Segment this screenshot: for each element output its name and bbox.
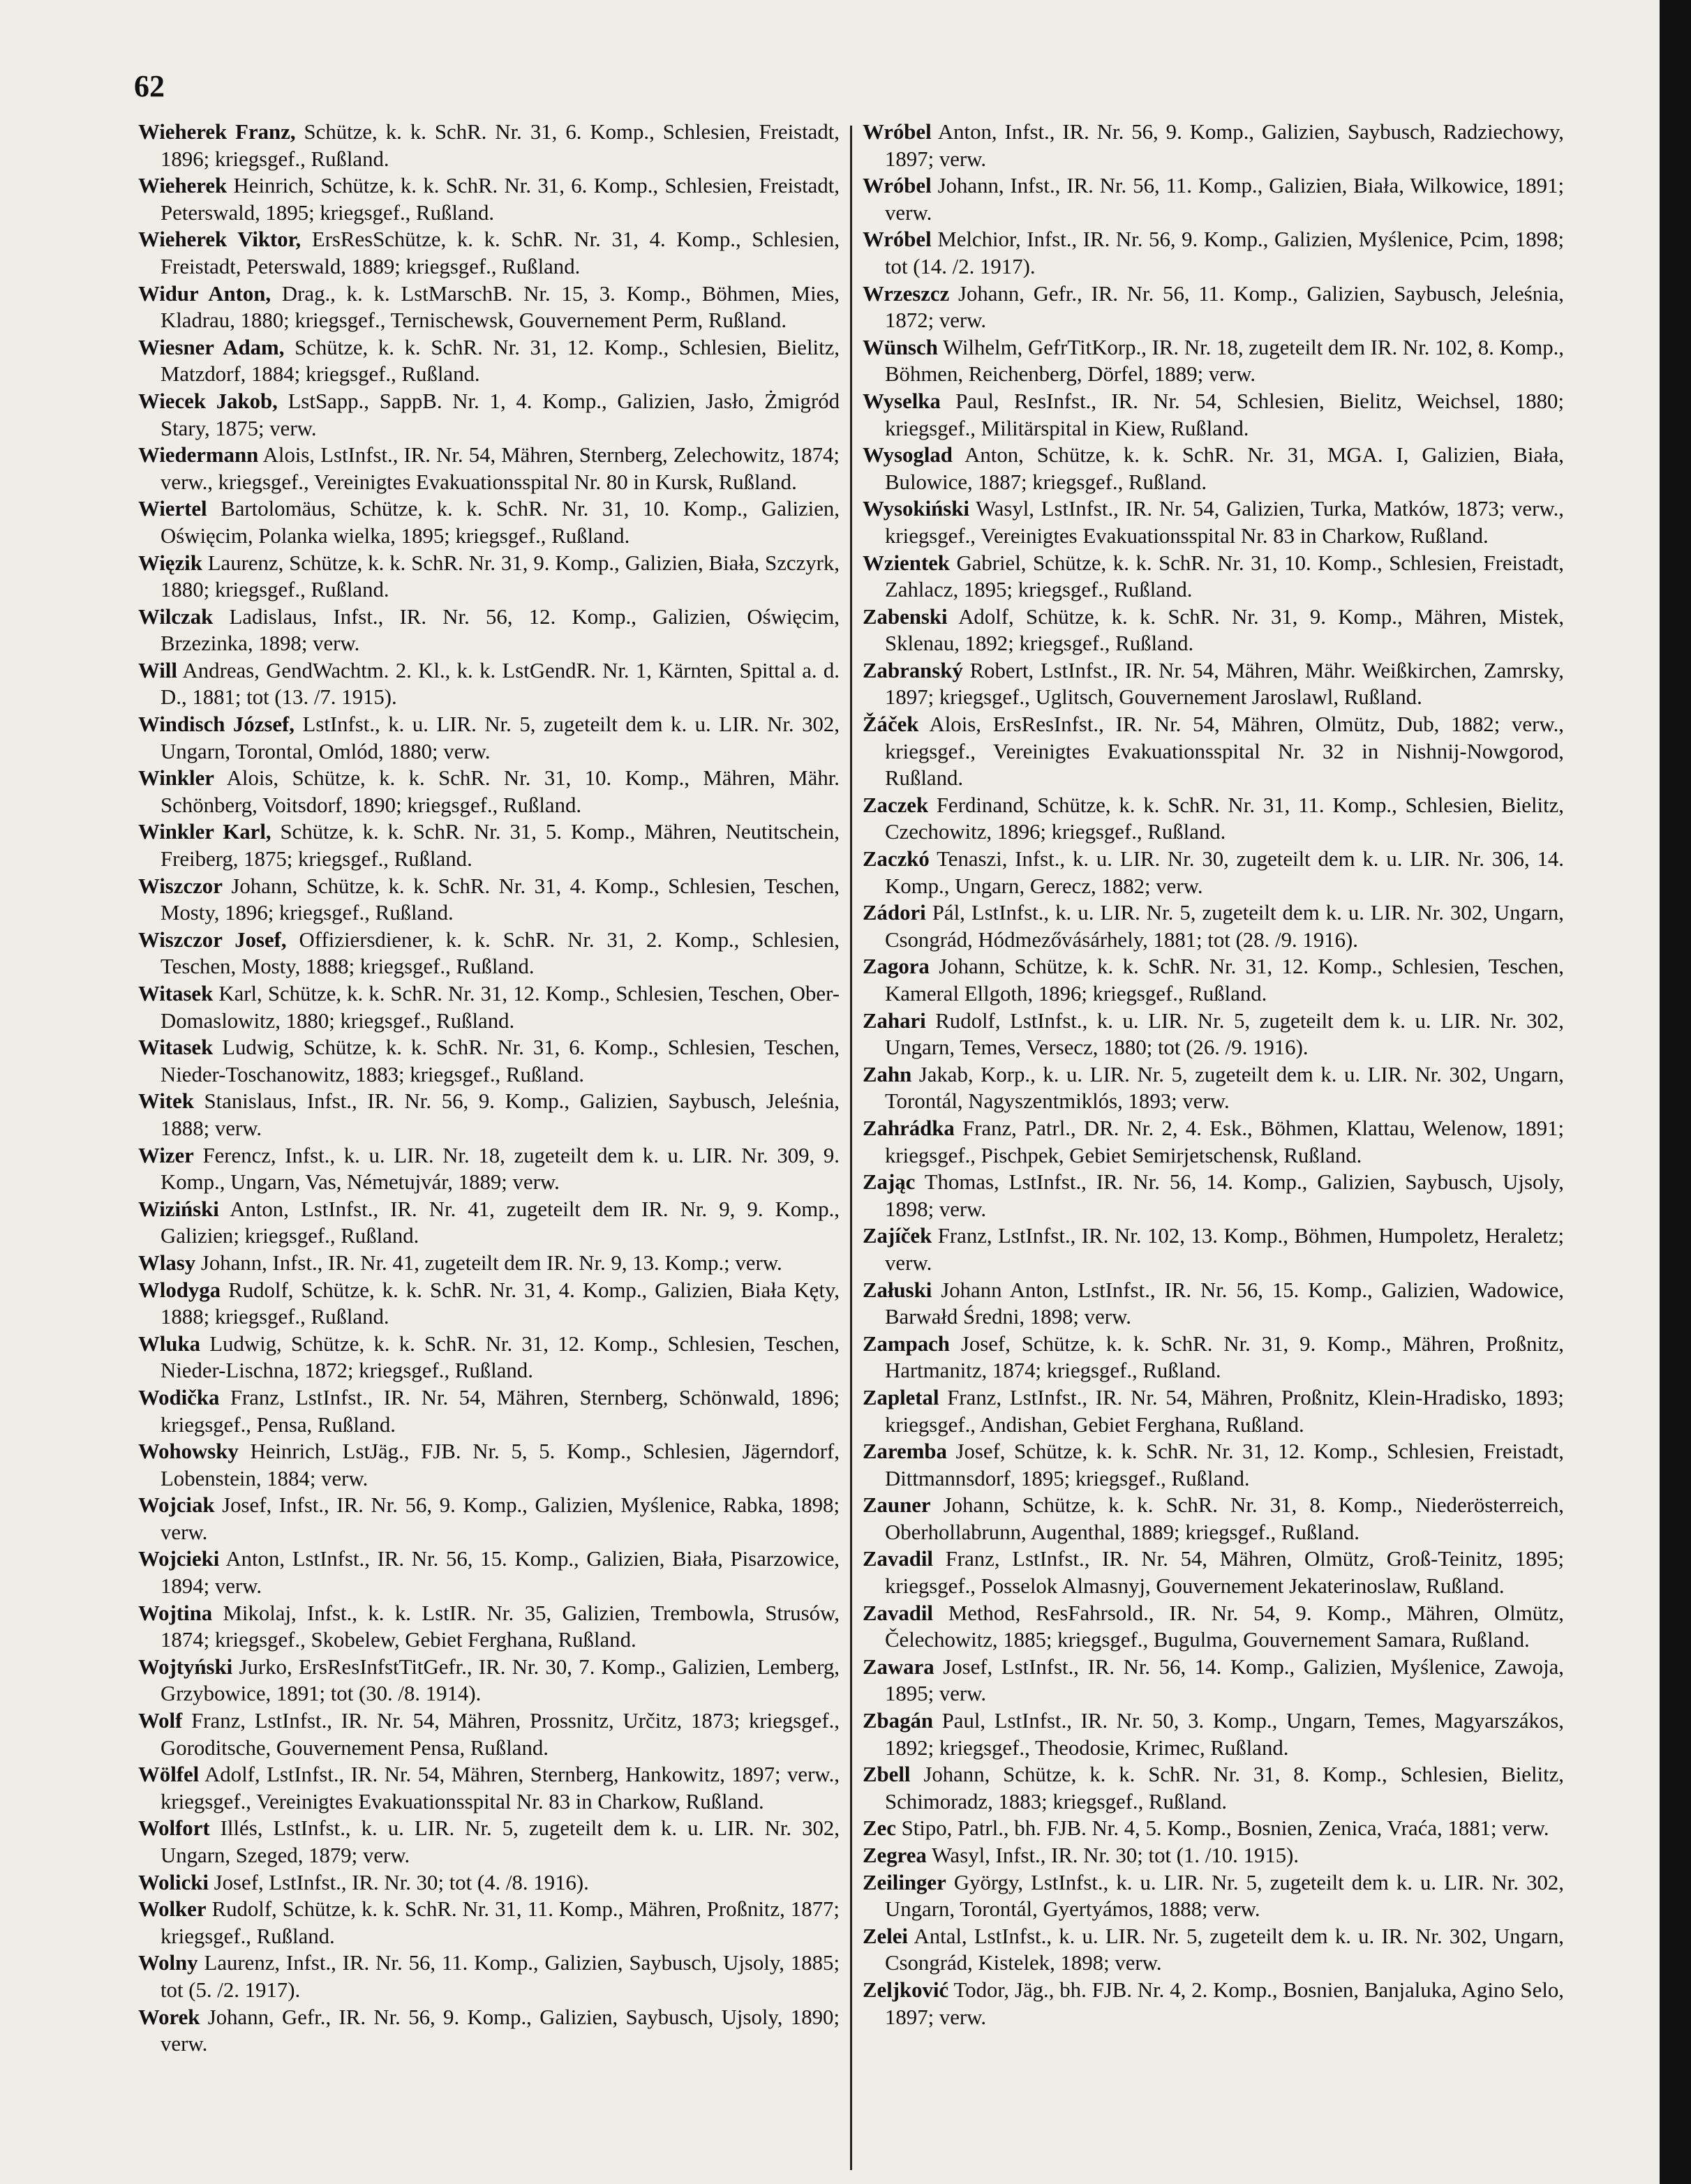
list-entry: [138, 604, 840, 657]
entry-name: Zabenski: [863, 604, 948, 629]
list-entry: [138, 765, 840, 818]
list-entry: [863, 899, 1564, 953]
entry-details: Anton, LstInfst., IR. Nr. 56, 15. Komp., Galizien, Biała, Pisarzowice, 1894; verw.: [161, 1547, 840, 1599]
list-entry: [138, 172, 840, 226]
list-entry: [863, 1654, 1564, 1707]
entry-details: ErsResSchütze, k. k. SchR. Nr. 31, 4. Komp., Schlesien, Freistadt, Peterswald, 1889; kriegsgef., Rußland.: [161, 227, 840, 278]
list-entry: [138, 980, 840, 1034]
entry-details: Franz, LstInfst., IR. Nr. 102, 13. Komp., Böhmen, Humpoletz, Heraletz; verw.: [885, 1224, 1565, 1275]
entry-name: Wilczak: [138, 604, 214, 629]
entry-name: Worek: [138, 2005, 200, 2029]
entry-details: Drag., k. k. LstMarschB. Nr. 15, 3. Komp., Böhmen, Mies, Kladrau, 1880; kriegsgef., Ternischewsk, Gouvernement Perm, Rußland.: [161, 281, 840, 333]
entry-name: Zajíček: [863, 1224, 932, 1248]
entry-name: Wyselka: [863, 389, 941, 413]
list-entry: [138, 1277, 840, 1331]
entry-name: Zawara: [863, 1654, 934, 1679]
entry-details: Wasyl, LstInfst., IR. Nr. 54, Galizien, Turka, Matków, 1873; verw., kriegsgef., Vereinigtes Evakuationsspital Nr. 83 in Charkow, Rußland.: [885, 497, 1564, 548]
entry-details: Franz, LstInfst., IR. Nr. 54, Mähren, Proßnitz, Klein-Hradisko, 1893; kriegsgef., Andishan, Gebiet Ferghana, Rußland.: [885, 1385, 1564, 1437]
entry-name: Witek: [138, 1089, 194, 1114]
right-column: [863, 119, 1564, 2030]
list-entry: [863, 442, 1564, 495]
entry-details: LstInfst., k. u. LIR. Nr. 5, zugeteilt dem k. u. LIR. Nr. 302, Ungarn, Torontal, Omlód, 1880; verw.: [161, 712, 840, 763]
list-entry: [863, 550, 1564, 604]
entry-name: Wizer: [138, 1143, 194, 1167]
entry-details: Alois, ErsResInfst., IR. Nr. 54, Mähren, Olmütz, Dub, 1882; verw., kriegsgef., Vereinigtes Evakuationsspital Nr. 32 in Nishnij-Nowgorod, Rußland.: [885, 712, 1564, 791]
entry-name: Wodička: [138, 1385, 220, 1409]
list-entry: [138, 226, 840, 280]
entry-name: Wróbel: [863, 227, 932, 252]
list-entry: [138, 1815, 840, 1869]
entry-details: Johann, Gefr., IR. Nr. 56, 11. Komp., Galizien, Saybusch, Jeleśnia, 1872; verw.: [885, 281, 1564, 333]
entry-name: Wojciak: [138, 1493, 215, 1518]
entry-name: Wiecek Jakob,: [138, 389, 278, 413]
entry-details: Robert, LstInfst., IR. Nr. 54, Mähren, Mähr. Weißkirchen, Zamrsky, 1897; kriegsgef., Uglitsch, Gouvernement Jaroslawl, Rußland.: [885, 658, 1565, 710]
entry-details: Ferdinand, Schütze, k. k. SchR. Nr. 31, 11. Komp., Schlesien, Bielitz, Czechowitz, 1896; kriegsgef., Rußland.: [885, 793, 1564, 844]
list-entry: [138, 442, 840, 495]
entry-details: Franz, Patrl., DR. Nr. 2, 4. Esk., Böhmen, Klattau, Welenow, 1891; kriegsgef., Pischpek, Gebiet Semirjetschensk, Rußland.: [885, 1116, 1565, 1167]
entry-details: Josef, Schütze, k. k. SchR. Nr. 31, 9. Komp., Mähren, Proßnitz, Hartmanitz, 1874; kriegsgef., Rußland.: [885, 1331, 1564, 1383]
entry-details: Ludwig, Schütze, k. k. SchR. Nr. 31, 12. Komp., Schlesien, Teschen, Nieder-Lischna, 1872; kriegsgef., Rußland.: [161, 1331, 840, 1383]
entry-details: Mikolaj, Infst., k. k. LstIR. Nr. 35, Galizien, Trembowla, Strusów, 1874; kriegsgef., Skobelew, Gebiet Ferghana, Rußland.: [161, 1601, 840, 1652]
entry-details: Jakab, Korp., k. u. LIR. Nr. 5, zugeteilt dem k. u. LIR. Nr. 302, Ungarn, Torontál, Nagyszentmiklós, 1893; verw.: [885, 1062, 1564, 1114]
entry-details: Pál, LstInfst., k. u. LIR. Nr. 5, zugeteilt dem k. u. LIR. Nr. 302, Ungarn, Csongrád, Hódmezővásárhely, 1881; tot (28. /9. 1916).: [885, 901, 1564, 952]
list-entry: [863, 226, 1564, 280]
list-entry: [138, 1896, 840, 1950]
entry-details: Josef, Schütze, k. k. SchR. Nr. 31, 12. Komp., Schlesien, Freistadt, Dittmannsdorf, 1895; kriegsgef., Rußland.: [885, 1439, 1565, 1490]
entry-name: Zec: [863, 1816, 896, 1841]
entry-details: Laurenz, Infst., IR. Nr. 56, 11. Komp., Galizien, Saybusch, Ujsoly, 1885; tot (5. /2. 1917).: [161, 1951, 840, 2002]
entry-name: Zając: [863, 1170, 916, 1195]
left-column: [138, 119, 840, 2058]
list-entry: [863, 1492, 1564, 1546]
list-entry: [863, 657, 1564, 711]
list-entry: [863, 1008, 1564, 1061]
entry-name: Wohowsky: [138, 1439, 239, 1464]
entry-name: Wieherek Viktor,: [138, 227, 301, 252]
entry-details: Josef, Infst., IR. Nr. 56, 9. Komp., Galizien, Myślenice, Rabka, 1898; verw.: [161, 1493, 840, 1544]
entry-name: Wrzeszcz: [863, 281, 950, 306]
list-entry: [138, 334, 840, 388]
scan-edge: [1660, 0, 1691, 2184]
entry-name: Wünsch: [863, 335, 938, 359]
entry-name: Zavadil: [863, 1601, 933, 1625]
entry-name: Zagora: [863, 955, 930, 979]
entry-name: Winkler Karl,: [138, 820, 271, 844]
list-entry: [863, 1384, 1564, 1438]
list-entry: [138, 2004, 840, 2058]
list-entry: [863, 334, 1564, 388]
list-entry: [138, 711, 840, 765]
entry-name: Zádori: [863, 901, 926, 925]
list-entry: [863, 1815, 1564, 1842]
entry-name: Zbell: [863, 1763, 911, 1787]
entry-name: Wiedermann: [138, 443, 259, 468]
entry-details: Wilhelm, GefrTitKorp., IR. Nr. 18, zugeteilt dem IR. Nr. 102, 8. Komp., Böhmen, Reichenberg, Dörfel, 1889; verw.: [885, 335, 1564, 387]
page-number: 62: [134, 69, 165, 103]
list-entry: [863, 792, 1564, 846]
entry-name: Winkler: [138, 766, 214, 791]
list-entry: [863, 172, 1564, 226]
list-entry: [863, 1222, 1564, 1276]
entry-details: Josef, LstInfst., IR. Nr. 56, 14. Komp., Galizien, Myślenice, Zawoja, 1895; verw.: [885, 1654, 1564, 1706]
entry-name: Wróbel: [863, 120, 932, 144]
list-entry: [138, 818, 840, 872]
entry-details: Johann Anton, LstInfst., IR. Nr. 56, 15. Komp., Galizien, Wadowice, Barwałd Średni, 1898; verw.: [885, 1278, 1564, 1329]
entry-details: György, LstInfst., k. u. LIR. Nr. 5, zugeteilt dem k. u. LIR. Nr. 302, Ungarn, Torontál, Gyertyámos, 1888; verw.: [885, 1870, 1564, 1922]
list-entry: [863, 1061, 1564, 1115]
entry-name: Wiszczor Josef,: [138, 927, 287, 952]
entry-details: Karl, Schütze, k. k. SchR. Nr. 31, 12. Komp., Schlesien, Teschen, Ober-Domaslowitz, 1880; kriegsgef., Rußland.: [161, 982, 840, 1033]
entry-name: Wiziński: [138, 1197, 219, 1221]
list-entry: [863, 1707, 1564, 1761]
entry-details: Tenaszi, Infst., k. u. LIR. Nr. 30, zugeteilt dem k. u. LIR. Nr. 306, 14. Komp., Ungarn, Gerecz, 1882; verw.: [885, 847, 1564, 898]
list-entry: [138, 1761, 840, 1815]
list-entry: [138, 1546, 840, 1599]
list-entry: [863, 1923, 1564, 1977]
entry-name: Widur Anton,: [138, 281, 271, 306]
list-entry: [138, 495, 840, 549]
entry-details: Heinrich, LstJäg., FJB. Nr. 5, 5. Komp., Schlesien, Jägerndorf, Lobenstein, 1884; verw.: [161, 1439, 840, 1490]
list-entry: [863, 388, 1564, 442]
entry-details: Johann, Schütze, k. k. SchR. Nr. 31, 12. Komp., Schlesien, Teschen, Kameral Ellgoth, 1896; kriegsgef., Rußland.: [885, 955, 1564, 1005]
entry-name: Zegrea: [863, 1843, 927, 1867]
entry-details: Offiziersdiener, k. k. SchR. Nr. 31, 2. Komp., Schlesien, Teschen, Mosty, 1888; kriegsgef., Rußland.: [161, 927, 840, 979]
list-entry: [863, 953, 1564, 1007]
entry-details: Schütze, k. k. SchR. Nr. 31, 5. Komp., Mähren, Neutitschein, Freiberg, 1875; kriegsgef., Rußland.: [161, 820, 840, 872]
entry-details: Paul, ResInfst., IR. Nr. 54, Schlesien, Bielitz, Weichsel, 1880; kriegsgef., Militärspital in Kiew, Rußland.: [885, 389, 1564, 440]
entry-details: Laurenz, Schütze, k. k. SchR. Nr. 31, 9. Komp., Galizien, Biała, Szczyrk, 1880; kriegsgef., Rußland.: [161, 551, 840, 602]
list-entry: [863, 1331, 1564, 1384]
entry-name: Wróbel: [863, 174, 932, 198]
list-entry: [863, 604, 1564, 657]
entry-details: Method, ResFahrsold., IR. Nr. 54, 9. Komp., Mähren, Olmütz, Čelechowitz, 1885; kriegsgef., Bugulma, Gouvernement Samara, Rußland.: [885, 1601, 1564, 1652]
entry-details: Johann, Schütze, k. k. SchR. Nr. 31, 8. Komp., Schlesien, Bielitz, Schimoradz, 1883; kriegsgef., Rußland.: [885, 1763, 1564, 1813]
list-entry: [138, 657, 840, 711]
entry-name: Wieherek Franz,: [138, 120, 296, 144]
entry-name: Witasek: [138, 982, 214, 1005]
entry-name: Wojtina: [138, 1601, 213, 1625]
entry-details: Paul, LstInfst., IR. Nr. 50, 3. Komp., Ungarn, Temes, Magyarszákos, 1892; kriegsgef., Theodosie, Krimec, Rußland.: [885, 1709, 1564, 1760]
list-entry: [138, 1869, 840, 1897]
entry-details: Johann, Infst., IR. Nr. 56, 11. Komp., Galizien, Biała, Wilkowice, 1891; verw.: [885, 174, 1564, 225]
list-entry: [138, 1034, 840, 1088]
entry-name: Wiszczor: [138, 874, 223, 898]
entry-name: Zampach: [863, 1331, 950, 1356]
entry-name: Wysoglad: [863, 443, 953, 468]
entry-name: Zavadil: [863, 1547, 933, 1571]
entry-name: Zeilinger: [863, 1870, 946, 1894]
entry-name: Wlasy: [138, 1250, 196, 1275]
list-entry: [863, 281, 1564, 334]
list-entry: [138, 1707, 840, 1761]
entry-name: Zahrádka: [863, 1116, 955, 1140]
entry-details: Adolf, Schütze, k. k. SchR. Nr. 31, 9. Komp., Mähren, Mistek, Sklenau, 1892; kriegsgef., Rußland.: [885, 604, 1565, 656]
list-entry: [863, 495, 1564, 549]
entry-name: Zeljković: [863, 1977, 949, 2002]
list-entry: [138, 1250, 840, 1277]
entry-name: Wölfel: [138, 1763, 200, 1787]
list-entry: [863, 1169, 1564, 1222]
list-entry: [863, 1438, 1564, 1492]
entry-details: Bartolomäus, Schütze, k. k. SchR. Nr. 31, 10. Komp., Galizien, Oświęcim, Polanka wielka, 1895; kriegsgef., Rußland.: [161, 497, 840, 548]
entry-details: Ferencz, Infst., k. u. LIR. Nr. 18, zugeteilt dem k. u. LIR. Nr. 309, 9. Komp., Ungarn, Vas, Németujvár, 1889; verw.: [161, 1143, 840, 1195]
list-entry: [138, 1654, 840, 1707]
entry-name: Zaczkó: [863, 847, 930, 872]
entry-details: LstSapp., SappB. Nr. 1, 4. Komp., Galizien, Jasło, Żmigród Stary, 1875; verw.: [161, 389, 840, 440]
list-entry: [138, 1331, 840, 1384]
entry-details: Alois, LstInfst., IR. Nr. 54, Mähren, Sternberg, Zelechowitz, 1874; verw., kriegsgef., Vereinigtes Evakuationsspital Nr. 80 in Kursk, Rußland.: [161, 443, 840, 494]
entry-details: Todor, Jäg., bh. FJB. Nr. 4, 2. Komp., Bosnien, Banjaluka, Agino Selo, 1897; verw.: [885, 1977, 1564, 2029]
entry-name: Wieherek: [138, 174, 228, 198]
list-entry: [138, 281, 840, 334]
entry-details: Franz, LstInfst., IR. Nr. 54, Mähren, Olmütz, Groß-Teinitz, 1895; kriegsgef., Posselok Almasnyj, Gouvernement Jekaterinoslaw, Rußland.: [885, 1547, 1565, 1599]
entry-name: Wiertel: [138, 497, 207, 521]
entry-details: Gabriel, Schütze, k. k. SchR. Nr. 31, 10. Komp., Schlesien, Freistadt, Zahlacz, 1895; kriegsgef., Rußland.: [885, 551, 1564, 602]
list-entry: [863, 1277, 1564, 1331]
entry-name: Załuski: [863, 1278, 932, 1302]
entry-name: Zbagán: [863, 1709, 933, 1733]
list-entry: [138, 550, 840, 604]
list-entry: [863, 1977, 1564, 2030]
entry-name: Zahn: [863, 1062, 912, 1086]
entry-name: Wzientek: [863, 551, 950, 575]
list-entry: [138, 873, 840, 927]
entry-details: Rudolf, Schütze, k. k. SchR. Nr. 31, 4. Komp., Galizien, Biała Kęty, 1888; kriegsgef., Rußland.: [161, 1278, 840, 1329]
entry-name: Wiesner Adam,: [138, 335, 285, 359]
entry-name: Więzik: [138, 551, 202, 575]
column-divider: [850, 126, 852, 2170]
list-entry: [138, 1196, 840, 1250]
entry-details: Wasyl, Infst., IR. Nr. 30; tot (1. /10. 1915).: [931, 1843, 1299, 1867]
entry-details: Stipo, Patrl., bh. FJB. Nr. 4, 5. Komp., Bosnien, Zenica, Vraća, 1881; verw.: [901, 1816, 1549, 1841]
entry-name: Zaczek: [863, 793, 929, 817]
entry-name: Wlodyga: [138, 1278, 221, 1302]
entry-name: Wojtyński: [138, 1654, 233, 1679]
entry-details: Ludwig, Schütze, k. k. SchR. Nr. 31, 6. Komp., Schlesien, Teschen, Nieder-Toschanowitz, 1883; kriegsgef., Rußland.: [161, 1035, 840, 1086]
entry-name: Wysokiński: [863, 497, 969, 521]
entry-name: Zelei: [863, 1924, 908, 1948]
entry-name: Wolf: [138, 1709, 183, 1733]
entry-details: Stanislaus, Infst., IR. Nr. 56, 9. Komp., Galizien, Saybusch, Jeleśnia, 1888; verw.: [161, 1089, 840, 1140]
entry-details: Heinrich, Schütze, k. k. SchR. Nr. 31, 6. Komp., Schlesien, Freistadt, Peterswald, 1895; kriegsgef., Rußland.: [161, 174, 840, 225]
list-entry: [138, 1142, 840, 1196]
entry-name: Zaremba: [863, 1439, 947, 1464]
entry-details: Schütze, k. k. SchR. Nr. 31, 6. Komp., Schlesien, Freistadt, 1896; kriegsgef., Rußland.: [161, 120, 840, 171]
entry-details: Illés, LstInfst., k. u. LIR. Nr. 5, zugeteilt dem k. u. LIR. Nr. 302, Ungarn, Szeged, 1879; verw.: [161, 1816, 840, 1867]
list-entry: [138, 1088, 840, 1142]
list-entry: [863, 711, 1564, 792]
list-entry: [138, 1600, 840, 1654]
entry-details: Rudolf, LstInfst., k. u. LIR. Nr. 5, zugeteilt dem k. u. LIR. Nr. 302, Ungarn, Temes, Versecz, 1880; tot (26. /9. 1916).: [885, 1008, 1564, 1060]
list-entry: [138, 1950, 840, 2003]
entry-details: Josef, LstInfst., IR. Nr. 30; tot (4. /8. 1916).: [214, 1870, 589, 1894]
list-entry: [138, 119, 840, 172]
entry-name: Wojcieki: [138, 1547, 220, 1571]
entry-details: Ladislaus, Infst., IR. Nr. 56, 12. Komp., Galizien, Oświęcim, Brzezinka, 1898; verw.: [161, 604, 840, 656]
entry-name: Wluka: [138, 1331, 201, 1356]
list-entry: [863, 846, 1564, 899]
entry-details: Alois, Schütze, k. k. SchR. Nr. 31, 10. Komp., Mähren, Mähr. Schönberg, Voitsdorf, 1890; kriegsgef., Rußland.: [161, 766, 840, 817]
entry-name: Witasek: [138, 1035, 214, 1060]
entry-details: Anton, Infst., IR. Nr. 56, 9. Komp., Galizien, Saybusch, Radziechowy, 1897; verw.: [885, 120, 1564, 171]
list-entry: [863, 1546, 1564, 1599]
entry-details: Anton, LstInfst., IR. Nr. 41, zugeteilt dem IR. Nr. 9, 9. Komp., Galizien; kriegsgef., Rußland.: [161, 1197, 840, 1248]
list-entry: [138, 1384, 840, 1438]
entry-name: Will: [138, 658, 177, 682]
entry-name: Zabranský: [863, 658, 963, 682]
list-entry: [863, 1115, 1564, 1169]
entry-name: Wolfort: [138, 1816, 210, 1841]
entry-details: Antal, LstInfst., k. u. LIR. Nr. 5, zugeteilt dem k. u. IR. Nr. 302, Ungarn, Csongrád, Kistelek, 1898; verw.: [885, 1924, 1565, 1975]
entry-details: Anton, Schütze, k. k. SchR. Nr. 31, MGA. I, Galizien, Biała, Bulowice, 1887; kriegsgef., Rußland.: [885, 443, 1564, 494]
entry-details: Franz, LstInfst., IR. Nr. 54, Mähren, Prossnitz, Určitz, 1873; kriegsgef., Goroditsche, Gouvernement Pensa, Rußland.: [161, 1709, 840, 1760]
entry-details: Franz, LstInfst., IR. Nr. 54, Mähren, Sternberg, Schönwald, 1896; kriegsgef., Pensa, Rußland.: [161, 1385, 840, 1437]
entry-name: Zauner: [863, 1493, 931, 1518]
entry-details: Thomas, LstInfst., IR. Nr. 56, 14. Komp., Galizien, Saybusch, Ujsoly, 1898; verw.: [885, 1170, 1564, 1221]
entry-name: Windisch József,: [138, 712, 295, 737]
list-entry: [863, 1869, 1564, 1923]
entry-details: Andreas, GendWachtm. 2. Kl., k. k. LstGendR. Nr. 1, Kärnten, Spittal a. d. D., 1881; tot (13. /7. 1915).: [161, 658, 840, 710]
entry-details: Johann, Schütze, k. k. SchR. Nr. 31, 4. Komp., Schlesien, Teschen, Mosty, 1896; kriegsgef., Rußland.: [161, 874, 840, 925]
entry-name: Žáček: [863, 712, 919, 737]
entry-details: Jurko, ErsResInfstTitGefr., IR. Nr. 30, 7. Komp., Galizien, Lemberg, Grzybowice, 1891; tot (30. /8. 1914).: [161, 1654, 840, 1706]
entry-details: Schütze, k. k. SchR. Nr. 31, 12. Komp., Schlesien, Bielitz, Matzdorf, 1884; kriegsgef., Rußland.: [161, 335, 840, 387]
entry-details: Rudolf, Schütze, k. k. SchR. Nr. 31, 11. Komp., Mähren, Proßnitz, 1877; kriegsgef., Rußland.: [161, 1897, 840, 1948]
list-entry: [138, 1492, 840, 1546]
entry-details: Melchior, Infst., IR. Nr. 56, 9. Komp., Galizien, Myślenice, Pcim, 1898; tot (14. /2. 1917).: [885, 227, 1565, 278]
entry-details: Johann, Infst., IR. Nr. 41, zugeteilt dem IR. Nr. 9, 13. Komp.; verw.: [200, 1250, 782, 1275]
entry-name: Zapletal: [863, 1385, 939, 1409]
list-entry: [863, 1761, 1564, 1815]
entry-name: Wolny: [138, 1951, 198, 1975]
list-entry: [138, 1438, 840, 1492]
list-entry: [138, 388, 840, 442]
list-entry: [138, 927, 840, 980]
entry-details: Adolf, LstInfst., IR. Nr. 54, Mähren, Sternberg, Hankowitz, 1897; verw., kriegsgef., Vereinigtes Evakuationsspital Nr. 83 in Charkow, Rußland.: [161, 1763, 840, 1813]
entry-name: Wolicki: [138, 1870, 209, 1894]
list-entry: [863, 1842, 1564, 1869]
entry-details: Johann, Gefr., IR. Nr. 56, 9. Komp., Galizien, Saybusch, Ujsoly, 1890; verw.: [161, 2005, 840, 2056]
entry-name: Zahari: [863, 1008, 926, 1033]
entry-name: Wolker: [138, 1897, 207, 1922]
entry-details: Johann, Schütze, k. k. SchR. Nr. 31, 8. Komp., Niederösterreich, Oberhollabrunn, Augenthal, 1889; kriegsgef., Rußland.: [885, 1493, 1564, 1544]
list-entry: [863, 1600, 1564, 1654]
list-entry: [863, 119, 1564, 172]
